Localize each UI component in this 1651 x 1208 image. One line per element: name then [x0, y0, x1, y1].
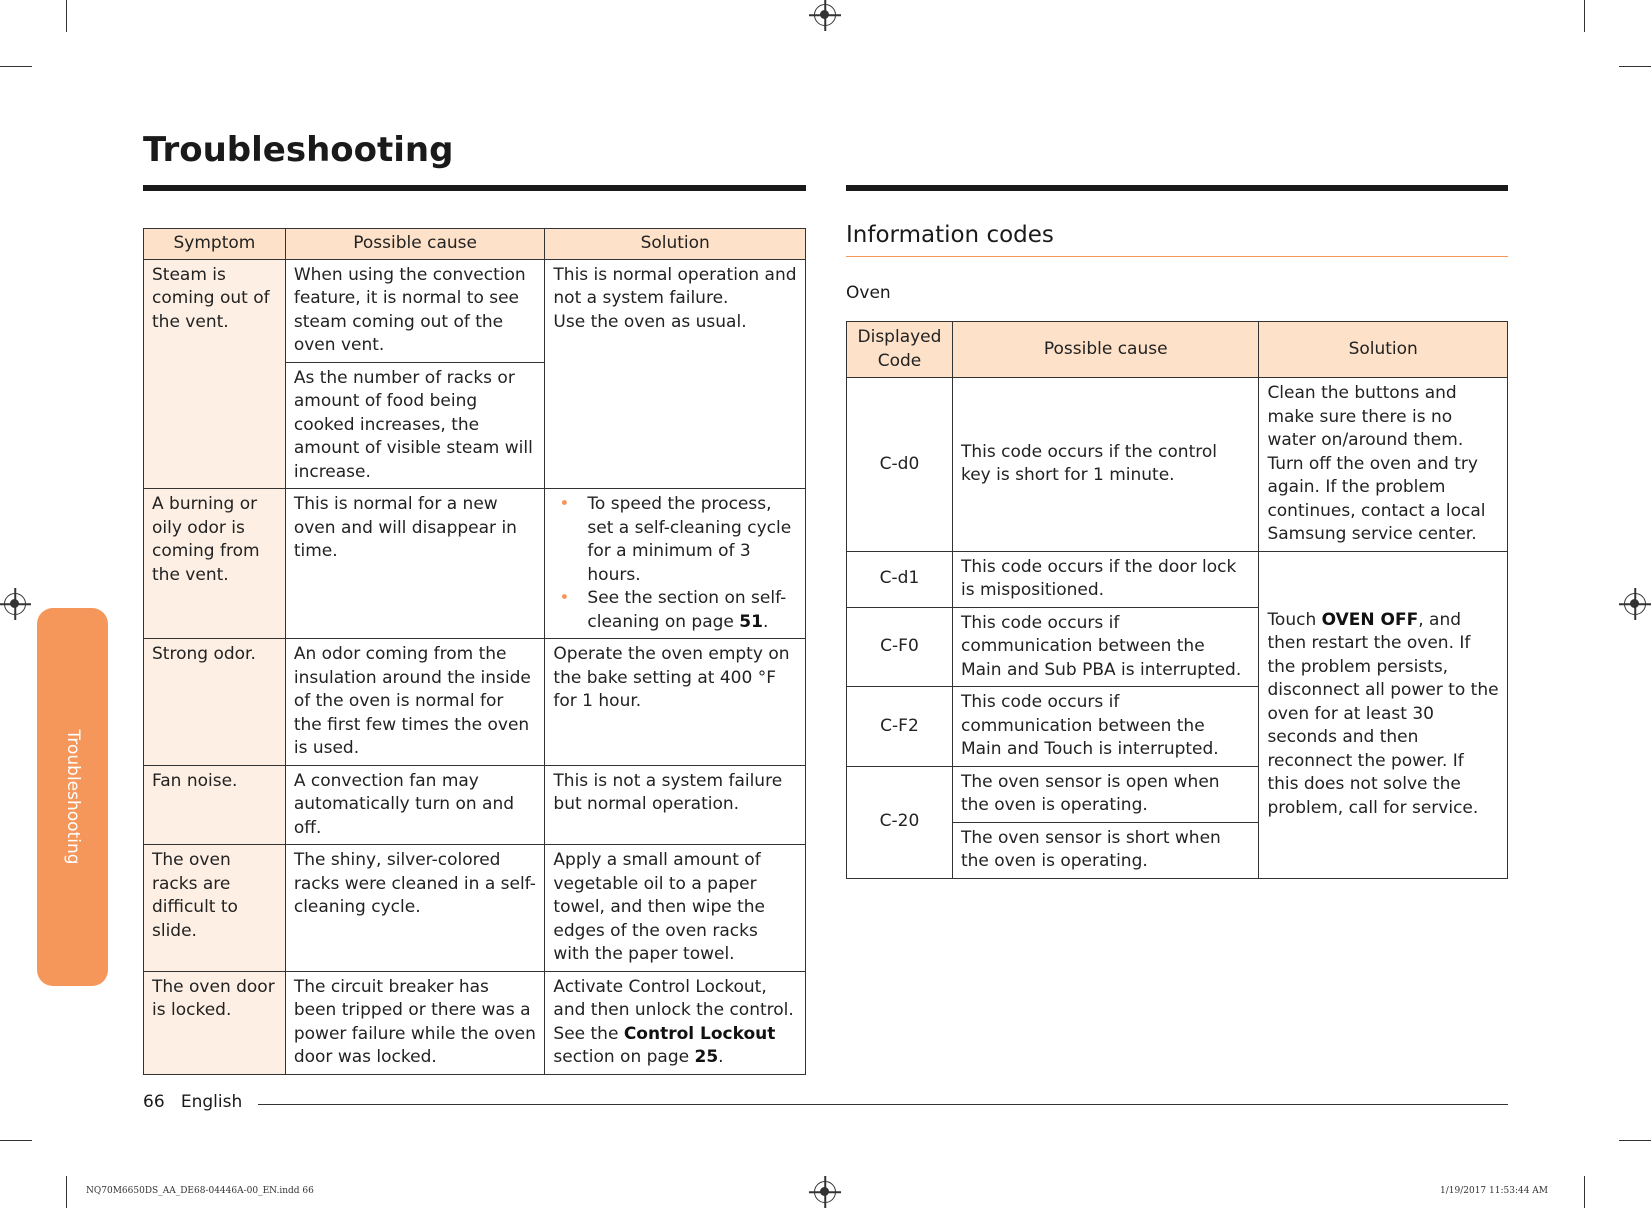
- title-rule-right: [846, 185, 1508, 191]
- cause-cell: This code occurs if communication between the Main and Touch is interrupted.: [952, 687, 1258, 767]
- table-row: [847, 378, 1508, 552]
- header-solution: Solution: [1259, 322, 1508, 378]
- cause-cell: This is normal for a new oven and will disappear in time.: [285, 489, 545, 639]
- oven-off-key-label: OVEN OFF: [1321, 609, 1419, 630]
- solution-cell: Apply a small amount of vegetable oil to a paper towel, and then wipe the edges of the oven racks with the paper towel.: [545, 845, 806, 972]
- header-symptom: Symptom: [144, 229, 286, 260]
- page-number: 66: [143, 1092, 165, 1112]
- bullet-text: See the section on self-cleaning on page: [587, 588, 787, 632]
- code-cell: C-F2: [847, 687, 953, 767]
- solution-cell: [545, 489, 806, 639]
- code-cell: C-F0: [847, 607, 953, 687]
- crop-mark: [66, 1176, 67, 1208]
- table-row: [847, 551, 1508, 607]
- section-heading: Information codes: [846, 222, 1054, 248]
- troubleshooting-table: [143, 228, 806, 1075]
- title-rule-left: [143, 185, 806, 191]
- page-footer: [143, 1092, 242, 1112]
- solution-text: Touch: [1267, 609, 1322, 630]
- page-title: Troubleshooting: [143, 130, 454, 170]
- solution-line: This is normal operation and not a system failure.: [553, 264, 797, 308]
- solution-text-end: .: [718, 1047, 724, 1067]
- symptom-cell: Fan noise.: [144, 765, 286, 845]
- solution-text: Activate Control Lockout, and then unlock the control. See the: [553, 976, 794, 1044]
- cause-cell: The circuit breaker has been tripped or there was a power failure while the oven door was locked.: [285, 971, 545, 1074]
- crop-mark: [1619, 66, 1651, 67]
- crop-mark: [0, 66, 32, 67]
- table-header-row: [144, 229, 806, 260]
- section-heading-rule: [846, 256, 1508, 257]
- crop-mark: [66, 0, 67, 32]
- table-row: [144, 845, 806, 972]
- cause-cell: When using the convection feature, it is normal to see steam coming out of the oven vent.: [285, 259, 545, 362]
- table-row: [144, 259, 806, 362]
- solution-bullet: [553, 587, 797, 634]
- code-cell: C-20: [847, 766, 953, 878]
- symptom-cell: Steam is coming out of the vent.: [144, 259, 286, 489]
- cause-cell: This code occurs if the control key is short for 1 minute.: [952, 378, 1258, 552]
- registration-mark-icon: [814, 4, 836, 26]
- side-section-tab[interactable]: [37, 608, 108, 986]
- subsection-heading: Oven: [846, 283, 891, 303]
- cause-cell: The shiny, silver-colored racks were cleaned in a self-cleaning cycle.: [285, 845, 545, 972]
- shared-solution-cell: [1259, 551, 1508, 878]
- table-header-row: [847, 322, 1508, 378]
- registration-mark-icon: [814, 1181, 836, 1203]
- table-row: [144, 971, 806, 1074]
- side-tab-label: Troubleshooting: [62, 729, 83, 865]
- table-row: [144, 489, 806, 639]
- code-cell: C-d0: [847, 378, 953, 552]
- footer-rule: [258, 1104, 1508, 1105]
- cause-cell: This code occurs if communication between the Main and Sub PBA is interrupted.: [952, 607, 1258, 687]
- header-displayed-code: Displayed Code: [847, 322, 953, 378]
- solution-text: section on page: [553, 1047, 695, 1067]
- cause-cell: As the number of racks or amount of food being cooked increases, the amount of visible steam will increase.: [285, 362, 545, 489]
- symptom-cell: A burning or oily odor is coming from the vent.: [144, 489, 286, 639]
- symptom-cell: The oven door is locked.: [144, 971, 286, 1074]
- solution-bullet: • To speed the process, set a self-cleaning cycle for a minimum of 3 hours.: [553, 493, 797, 587]
- print-slug-file: NQ70M6650DS_AA_DE68-04446A-00_EN.indd 66: [86, 1186, 314, 1196]
- symptom-cell: The oven racks are difficult to slide.: [144, 845, 286, 972]
- solution-cell: Operate the oven empty on the bake setting at 400 °F for 1 hour.: [545, 639, 806, 766]
- control-lockout-link[interactable]: Control Lockout: [623, 1023, 776, 1044]
- cause-cell: An odor coming from the insulation around the inside of the oven is normal for the first few times the oven is used.: [285, 639, 545, 766]
- cause-cell: This code occurs if the door lock is mispositioned.: [952, 551, 1258, 607]
- solution-cell: Clean the buttons and make sure there is no water on/around them. Turn off the oven and try again. If the problem continues, contact a local Samsung service center.: [1259, 378, 1508, 552]
- code-cell: C-d1: [847, 551, 953, 607]
- crop-mark: [1584, 0, 1585, 32]
- solution-line: Use the oven as usual.: [553, 311, 747, 332]
- symptom-cell: Strong odor.: [144, 639, 286, 766]
- crop-mark: [1619, 1140, 1651, 1141]
- registration-mark-icon: [4, 593, 26, 615]
- solution-cell: [545, 259, 806, 489]
- page-reference-link[interactable]: 25: [694, 1047, 719, 1067]
- crop-mark: [1584, 1176, 1585, 1208]
- cause-cell: The oven sensor is short when the oven is operating.: [952, 822, 1258, 878]
- solution-text: , and then restart the oven. If the problem persists, disconnect all power to the oven for at least 30 seconds and then reconnect the power. If this does not solve the problem, call for service.: [1267, 609, 1499, 818]
- crop-mark: [0, 1140, 32, 1141]
- header-possible-cause: Possible cause: [285, 229, 545, 260]
- bullet-text-end: .: [762, 611, 769, 632]
- header-solution: Solution: [545, 229, 806, 260]
- table-row: [144, 765, 806, 845]
- cause-cell: A convection fan may automatically turn on and off.: [285, 765, 545, 845]
- solution-cell: [545, 971, 806, 1074]
- registration-mark-icon: [1624, 593, 1646, 615]
- table-row: [144, 639, 806, 766]
- information-codes-table: [846, 321, 1508, 879]
- cause-cell: The oven sensor is open when the oven is operating.: [952, 766, 1258, 822]
- solution-cell: This is not a system failure but normal operation.: [545, 765, 806, 845]
- solution-bullet-list: [553, 493, 797, 634]
- header-possible-cause: Possible cause: [952, 322, 1258, 378]
- print-slug-date: 1/19/2017 11:53:44 AM: [1440, 1186, 1549, 1196]
- language-label: English: [180, 1092, 243, 1112]
- page-reference-link[interactable]: 51: [739, 611, 763, 632]
